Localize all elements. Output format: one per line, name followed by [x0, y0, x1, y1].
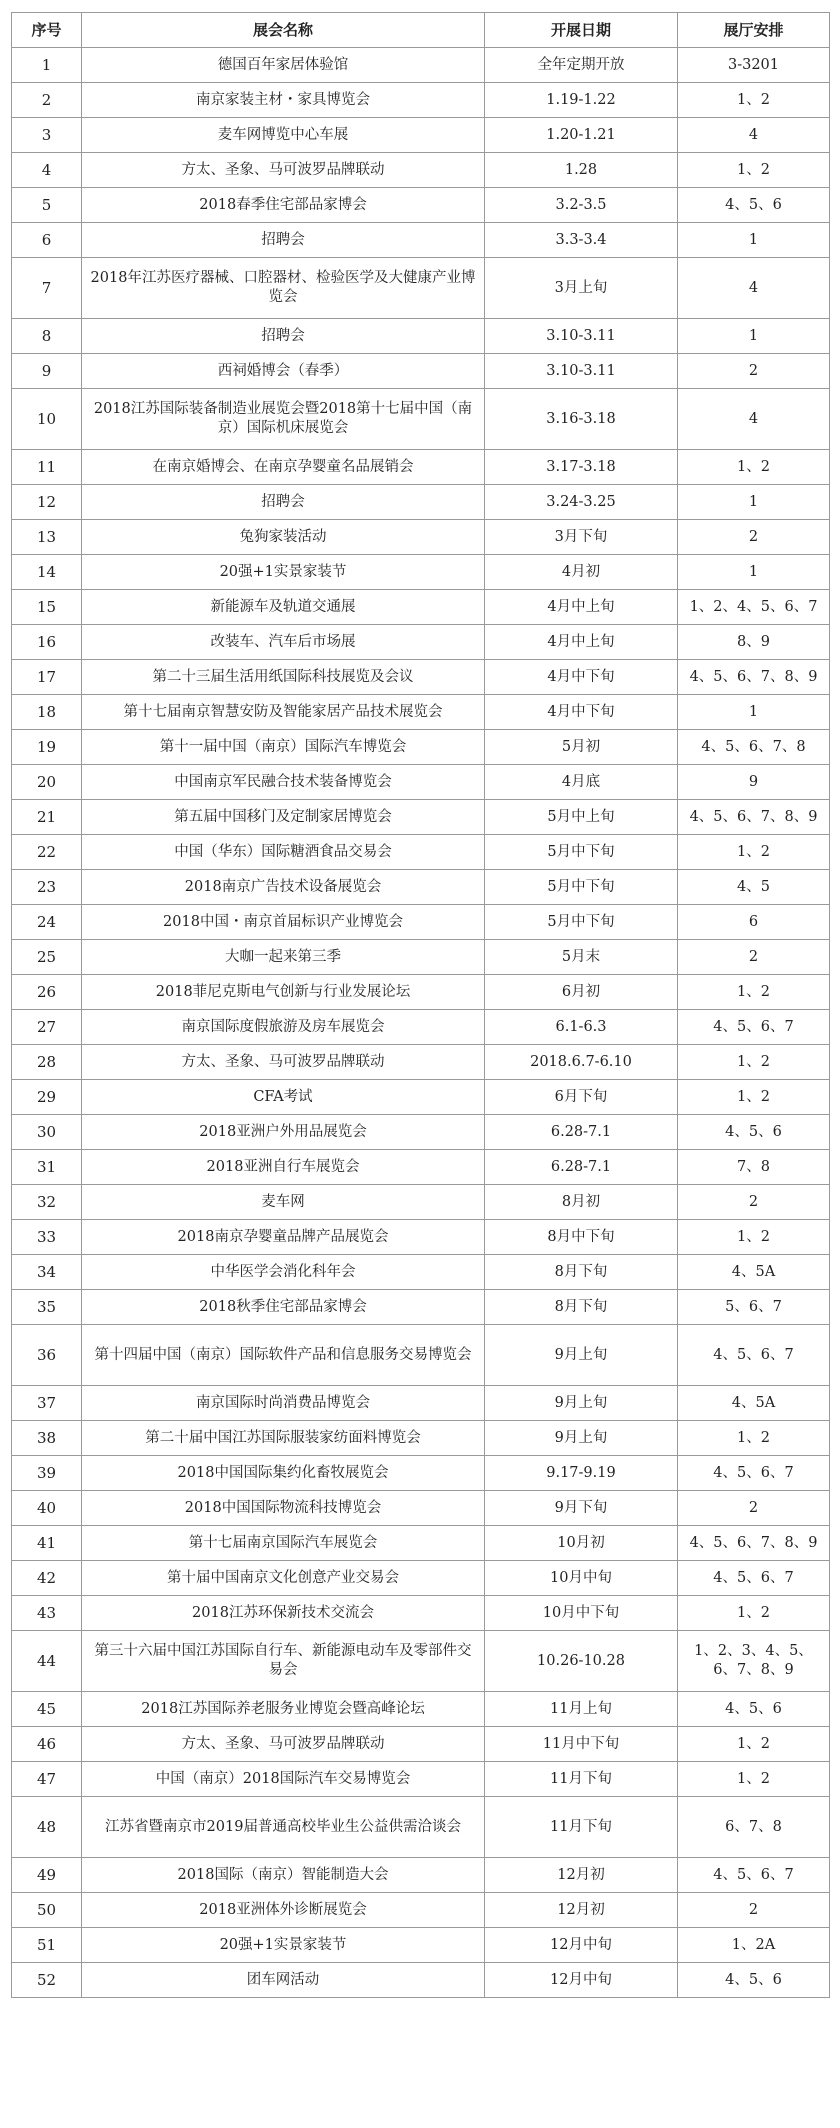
- table-row: [12, 354, 830, 389]
- row-number: 6: [12, 223, 82, 258]
- hall-assignment: 1: [678, 555, 830, 590]
- hall-assignment: 4: [678, 118, 830, 153]
- hall-assignment: 1、2: [678, 1220, 830, 1255]
- hall-assignment: 4、5、6: [678, 1963, 830, 1998]
- exhibition-name: 2018中国国际物流科技博览会: [82, 1491, 485, 1526]
- table-row: [12, 1325, 830, 1386]
- exhibition-date: 6.28-7.1: [485, 1150, 678, 1185]
- table-row: [12, 1692, 830, 1727]
- exhibition-name: 在南京婚博会、在南京孕婴童名品展销会: [82, 450, 485, 485]
- row-number: 1: [12, 48, 82, 83]
- row-number: 27: [12, 1010, 82, 1045]
- row-number: 52: [12, 1963, 82, 1998]
- exhibition-name: 招聘会: [82, 223, 485, 258]
- table-row: [12, 870, 830, 905]
- row-number: 22: [12, 835, 82, 870]
- table-row: [12, 835, 830, 870]
- table-row: [12, 520, 830, 555]
- exhibition-date: 8月中下旬: [485, 1220, 678, 1255]
- hall-assignment: 4、5A: [678, 1255, 830, 1290]
- table-row: [12, 153, 830, 188]
- table-row: [12, 590, 830, 625]
- row-number: 26: [12, 975, 82, 1010]
- row-number: 5: [12, 188, 82, 223]
- row-number: 25: [12, 940, 82, 975]
- exhibition-date: 9月上旬: [485, 1421, 678, 1456]
- exhibition-date: 4月中下旬: [485, 660, 678, 695]
- table-row: [12, 1220, 830, 1255]
- row-number: 42: [12, 1561, 82, 1596]
- table-row: [12, 1762, 830, 1797]
- table-row: [12, 730, 830, 765]
- exhibition-name: 2018菲尼克斯电气创新与行业发展论坛: [82, 975, 485, 1010]
- hall-assignment: 4、5、6、7、8、9: [678, 800, 830, 835]
- exhibition-name: 中国南京军民融合技术装备博览会: [82, 765, 485, 800]
- table-row: [12, 485, 830, 520]
- exhibition-date: 4月底: [485, 765, 678, 800]
- exhibition-schedule: [11, 12, 829, 1998]
- exhibition-name: 第五届中国移门及定制家居博览会: [82, 800, 485, 835]
- exhibition-date: 全年定期开放: [485, 48, 678, 83]
- exhibition-date: 5月中上旬: [485, 800, 678, 835]
- row-number: 35: [12, 1290, 82, 1325]
- row-number: 23: [12, 870, 82, 905]
- exhibition-date: 12月中旬: [485, 1928, 678, 1963]
- row-number: 11: [12, 450, 82, 485]
- row-number: 43: [12, 1596, 82, 1631]
- hall-assignment: 2: [678, 1491, 830, 1526]
- row-number: 39: [12, 1456, 82, 1491]
- exhibition-name: 20强+1实景家装节: [82, 1928, 485, 1963]
- hall-assignment: 6: [678, 905, 830, 940]
- exhibition-date: 3月上旬: [485, 258, 678, 319]
- exhibition-name: 江苏省暨南京市2019届普通高校毕业生公益供需洽谈会: [82, 1797, 485, 1858]
- exhibition-date: 3.24-3.25: [485, 485, 678, 520]
- row-number: 13: [12, 520, 82, 555]
- exhibition-date: 2018.6.7-6.10: [485, 1045, 678, 1080]
- row-number: 9: [12, 354, 82, 389]
- table-row: [12, 1963, 830, 1998]
- hall-assignment: 4、5、6、7、8、9: [678, 660, 830, 695]
- row-number: 17: [12, 660, 82, 695]
- exhibition-name: 南京国际时尚消费品博览会: [82, 1386, 485, 1421]
- table-row: [12, 83, 830, 118]
- table-row: [12, 450, 830, 485]
- hall-assignment: 1、2: [678, 1421, 830, 1456]
- table-row: [12, 1491, 830, 1526]
- exhibition-name: 2018国际（南京）智能制造大会: [82, 1858, 485, 1893]
- table-row: [12, 1150, 830, 1185]
- exhibition-date: 11月上旬: [485, 1692, 678, 1727]
- exhibition-date: 10.26-10.28: [485, 1631, 678, 1692]
- exhibition-name: 2018秋季住宅部品家博会: [82, 1290, 485, 1325]
- row-number: 7: [12, 258, 82, 319]
- exhibition-name: 南京国际度假旅游及房车展览会: [82, 1010, 485, 1045]
- row-number: 36: [12, 1325, 82, 1386]
- exhibition-date: 5月中下旬: [485, 905, 678, 940]
- exhibition-date: 6月下旬: [485, 1080, 678, 1115]
- exhibition-name: 2018南京广告技术设备展览会: [82, 870, 485, 905]
- hall-assignment: 1、2: [678, 1080, 830, 1115]
- exhibition-name: 方太、圣象、马可波罗品牌联动: [82, 1045, 485, 1080]
- exhibition-name: 第十七届南京智慧安防及智能家居产品技术展览会: [82, 695, 485, 730]
- table-row: [12, 1797, 830, 1858]
- hall-assignment: 1、2: [678, 1762, 830, 1797]
- exhibition-date: 4月中下旬: [485, 695, 678, 730]
- table-row: [12, 258, 830, 319]
- row-number: 45: [12, 1692, 82, 1727]
- row-number: 46: [12, 1727, 82, 1762]
- hall-assignment: 4、5A: [678, 1386, 830, 1421]
- exhibition-name: 第十四届中国（南京）国际软件产品和信息服务交易博览会: [82, 1325, 485, 1386]
- row-number: 19: [12, 730, 82, 765]
- exhibition-date: 5月中下旬: [485, 835, 678, 870]
- hall-assignment: 1、2: [678, 450, 830, 485]
- exhibition-date: 10月初: [485, 1526, 678, 1561]
- exhibition-date: 6.28-7.1: [485, 1115, 678, 1150]
- hall-assignment: 2: [678, 1893, 830, 1928]
- hall-assignment: 4、5、6: [678, 188, 830, 223]
- exhibition-date: 11月下旬: [485, 1762, 678, 1797]
- exhibition-date: 5月初: [485, 730, 678, 765]
- exhibition-date: 3.2-3.5: [485, 188, 678, 223]
- exhibition-date: 10月中下旬: [485, 1596, 678, 1631]
- row-number: 38: [12, 1421, 82, 1456]
- exhibition-name: 第十届中国南京文化创意产业交易会: [82, 1561, 485, 1596]
- exhibition-date: 11月下旬: [485, 1797, 678, 1858]
- table-row: [12, 1080, 830, 1115]
- exhibition-date: 6月初: [485, 975, 678, 1010]
- hall-assignment: 9: [678, 765, 830, 800]
- header-no: 序号: [12, 13, 82, 48]
- exhibition-date: 3.17-3.18: [485, 450, 678, 485]
- hall-assignment: 4、5、6、7: [678, 1561, 830, 1596]
- hall-assignment: 1、2: [678, 83, 830, 118]
- exhibition-name: 招聘会: [82, 485, 485, 520]
- table-row: [12, 1928, 830, 1963]
- table-row: [12, 660, 830, 695]
- exhibition-date: 5月中下旬: [485, 870, 678, 905]
- exhibition-date: 11月中下旬: [485, 1727, 678, 1762]
- row-number: 21: [12, 800, 82, 835]
- table-row: [12, 625, 830, 660]
- hall-assignment: 4: [678, 389, 830, 450]
- row-number: 15: [12, 590, 82, 625]
- exhibition-name: 第十一届中国（南京）国际汽车博览会: [82, 730, 485, 765]
- table-row: [12, 1526, 830, 1561]
- exhibition-name: 2018南京孕婴童品牌产品展览会: [82, 1220, 485, 1255]
- table-row: [12, 1185, 830, 1220]
- schedule-table: [11, 12, 830, 1998]
- exhibition-name: 2018江苏环保新技术交流会: [82, 1596, 485, 1631]
- table-row: [12, 188, 830, 223]
- table-row: [12, 940, 830, 975]
- exhibition-name: 麦车网: [82, 1185, 485, 1220]
- exhibition-name: 方太、圣象、马可波罗品牌联动: [82, 1727, 485, 1762]
- exhibition-name: 新能源车及轨道交通展: [82, 590, 485, 625]
- row-number: 37: [12, 1386, 82, 1421]
- hall-assignment: 1、2: [678, 153, 830, 188]
- hall-assignment: 2: [678, 940, 830, 975]
- table-row: [12, 389, 830, 450]
- hall-assignment: 4、5、6、7、8: [678, 730, 830, 765]
- hall-assignment: 1、2: [678, 1727, 830, 1762]
- exhibition-name: 2018江苏国际养老服务业博览会暨高峰论坛: [82, 1692, 485, 1727]
- row-number: 40: [12, 1491, 82, 1526]
- exhibition-name: 2018亚洲体外诊断展览会: [82, 1893, 485, 1928]
- row-number: 4: [12, 153, 82, 188]
- exhibition-name: 南京家装主材・家具博览会: [82, 83, 485, 118]
- exhibition-name: 西祠婚博会（春季）: [82, 354, 485, 389]
- hall-assignment: 1、2、4、5、6、7: [678, 590, 830, 625]
- exhibition-date: 8月下旬: [485, 1290, 678, 1325]
- hall-assignment: 1、2: [678, 975, 830, 1010]
- table-row: [12, 223, 830, 258]
- exhibition-date: 9月下旬: [485, 1491, 678, 1526]
- hall-assignment: 1、2、3、4、5、6、7、8、9: [678, 1631, 830, 1692]
- exhibition-date: 8月初: [485, 1185, 678, 1220]
- hall-assignment: 1、2: [678, 1596, 830, 1631]
- row-number: 14: [12, 555, 82, 590]
- exhibition-name: 兔狗家装活动: [82, 520, 485, 555]
- exhibition-name: 中华医学会消化科年会: [82, 1255, 485, 1290]
- hall-assignment: 4、5、6、7: [678, 1456, 830, 1491]
- table-row: [12, 1631, 830, 1692]
- table-row: [12, 555, 830, 590]
- row-number: 28: [12, 1045, 82, 1080]
- exhibition-date: 1.28: [485, 153, 678, 188]
- row-number: 41: [12, 1526, 82, 1561]
- exhibition-date: 3.10-3.11: [485, 354, 678, 389]
- row-number: 48: [12, 1797, 82, 1858]
- row-number: 18: [12, 695, 82, 730]
- exhibition-date: 10月中旬: [485, 1561, 678, 1596]
- hall-assignment: 1、2A: [678, 1928, 830, 1963]
- exhibition-date: 1.20-1.21: [485, 118, 678, 153]
- exhibition-date: 3.16-3.18: [485, 389, 678, 450]
- table-row: [12, 48, 830, 83]
- row-number: 10: [12, 389, 82, 450]
- exhibition-date: 9月上旬: [485, 1386, 678, 1421]
- hall-assignment: 4、5、6: [678, 1692, 830, 1727]
- row-number: 16: [12, 625, 82, 660]
- exhibition-name: CFA考试: [82, 1080, 485, 1115]
- exhibition-date: 6.1-6.3: [485, 1010, 678, 1045]
- table-row: [12, 1115, 830, 1150]
- row-number: 8: [12, 319, 82, 354]
- exhibition-name: 2018亚洲自行车展览会: [82, 1150, 485, 1185]
- exhibition-date: 9.17-9.19: [485, 1456, 678, 1491]
- exhibition-name: 第三十六届中国江苏国际自行车、新能源电动车及零部件交易会: [82, 1631, 485, 1692]
- hall-assignment: 1: [678, 223, 830, 258]
- hall-assignment: 4、5、6、7: [678, 1325, 830, 1386]
- exhibition-name: 2018江苏国际装备制造业展览会暨2018第十七届中国（南京）国际机床展览会: [82, 389, 485, 450]
- hall-assignment: 1: [678, 319, 830, 354]
- row-number: 3: [12, 118, 82, 153]
- exhibition-name: 第十七届南京国际汽车展览会: [82, 1526, 485, 1561]
- header-date: 开展日期: [485, 13, 678, 48]
- hall-assignment: 8、9: [678, 625, 830, 660]
- hall-assignment: 4、5: [678, 870, 830, 905]
- table-row: [12, 975, 830, 1010]
- table-row: [12, 765, 830, 800]
- exhibition-date: 12月初: [485, 1893, 678, 1928]
- exhibition-name: 德国百年家居体验馆: [82, 48, 485, 83]
- exhibition-name: 2018中国・南京首届标识产业博览会: [82, 905, 485, 940]
- row-number: 2: [12, 83, 82, 118]
- exhibition-name: 2018年江苏医疗器械、口腔器材、检验医学及大健康产业博览会: [82, 258, 485, 319]
- hall-assignment: 2: [678, 520, 830, 555]
- hall-assignment: 4、5、6: [678, 1115, 830, 1150]
- exhibition-date: 4月中上旬: [485, 590, 678, 625]
- hall-assignment: 4: [678, 258, 830, 319]
- exhibition-name: 中国（华东）国际糖酒食品交易会: [82, 835, 485, 870]
- table-row: [12, 1255, 830, 1290]
- row-number: 24: [12, 905, 82, 940]
- hall-assignment: 7、8: [678, 1150, 830, 1185]
- exhibition-name: 2018春季住宅部品家博会: [82, 188, 485, 223]
- exhibition-name: 大咖一起来第三季: [82, 940, 485, 975]
- exhibition-date: 4月初: [485, 555, 678, 590]
- hall-assignment: 2: [678, 1185, 830, 1220]
- row-number: 51: [12, 1928, 82, 1963]
- row-number: 30: [12, 1115, 82, 1150]
- hall-assignment: 5、6、7: [678, 1290, 830, 1325]
- table-row: [12, 1386, 830, 1421]
- row-number: 32: [12, 1185, 82, 1220]
- hall-assignment: 1、2: [678, 835, 830, 870]
- hall-assignment: 1、2: [678, 1045, 830, 1080]
- exhibition-date: 9月上旬: [485, 1325, 678, 1386]
- exhibition-date: 4月中上旬: [485, 625, 678, 660]
- exhibition-name: 招聘会: [82, 319, 485, 354]
- table-row: [12, 1045, 830, 1080]
- table-row: [12, 319, 830, 354]
- hall-assignment: 3-3201: [678, 48, 830, 83]
- row-number: 20: [12, 765, 82, 800]
- header-hall: 展厅安排: [678, 13, 830, 48]
- table-row: [12, 1561, 830, 1596]
- exhibition-date: 3.10-3.11: [485, 319, 678, 354]
- exhibition-name: 团车网活动: [82, 1963, 485, 1998]
- exhibition-date: 3.3-3.4: [485, 223, 678, 258]
- hall-assignment: 4、5、6、7: [678, 1858, 830, 1893]
- table-row: [12, 118, 830, 153]
- row-number: 29: [12, 1080, 82, 1115]
- table-row: [12, 1290, 830, 1325]
- hall-assignment: 6、7、8: [678, 1797, 830, 1858]
- table-row: [12, 695, 830, 730]
- exhibition-name: 2018中国国际集约化畜牧展览会: [82, 1456, 485, 1491]
- table-row: [12, 905, 830, 940]
- table-row: [12, 1010, 830, 1045]
- exhibition-name: 2018亚洲户外用品展览会: [82, 1115, 485, 1150]
- table-row: [12, 1456, 830, 1491]
- hall-assignment: 1: [678, 695, 830, 730]
- table-row: [12, 1893, 830, 1928]
- exhibition-date: 5月末: [485, 940, 678, 975]
- table-row: [12, 1858, 830, 1893]
- exhibition-date: 8月下旬: [485, 1255, 678, 1290]
- exhibition-name: 方太、圣象、马可波罗品牌联动: [82, 153, 485, 188]
- exhibition-name: 麦车网博览中心车展: [82, 118, 485, 153]
- header-row: [12, 13, 830, 48]
- row-number: 33: [12, 1220, 82, 1255]
- row-number: 49: [12, 1858, 82, 1893]
- header-name: 展会名称: [82, 13, 485, 48]
- exhibition-date: 1.19-1.22: [485, 83, 678, 118]
- row-number: 12: [12, 485, 82, 520]
- hall-assignment: 4、5、6、7: [678, 1010, 830, 1045]
- exhibition-date: 3月下旬: [485, 520, 678, 555]
- table-row: [12, 1727, 830, 1762]
- table-row: [12, 800, 830, 835]
- exhibition-name: 改装车、汽车后市场展: [82, 625, 485, 660]
- hall-assignment: 4、5、6、7、8、9: [678, 1526, 830, 1561]
- row-number: 44: [12, 1631, 82, 1692]
- row-number: 34: [12, 1255, 82, 1290]
- exhibition-name: 第二十届中国江苏国际服装家纺面料博览会: [82, 1421, 485, 1456]
- hall-assignment: 2: [678, 354, 830, 389]
- exhibition-name: 第二十三届生活用纸国际科技展览及会议: [82, 660, 485, 695]
- row-number: 31: [12, 1150, 82, 1185]
- table-row: [12, 1596, 830, 1631]
- row-number: 47: [12, 1762, 82, 1797]
- table-body: [12, 48, 830, 1998]
- table-row: [12, 1421, 830, 1456]
- hall-assignment: 1: [678, 485, 830, 520]
- exhibition-name: 20强+1实景家装节: [82, 555, 485, 590]
- exhibition-name: 中国（南京）2018国际汽车交易博览会: [82, 1762, 485, 1797]
- row-number: 50: [12, 1893, 82, 1928]
- exhibition-date: 12月初: [485, 1858, 678, 1893]
- exhibition-date: 12月中旬: [485, 1963, 678, 1998]
